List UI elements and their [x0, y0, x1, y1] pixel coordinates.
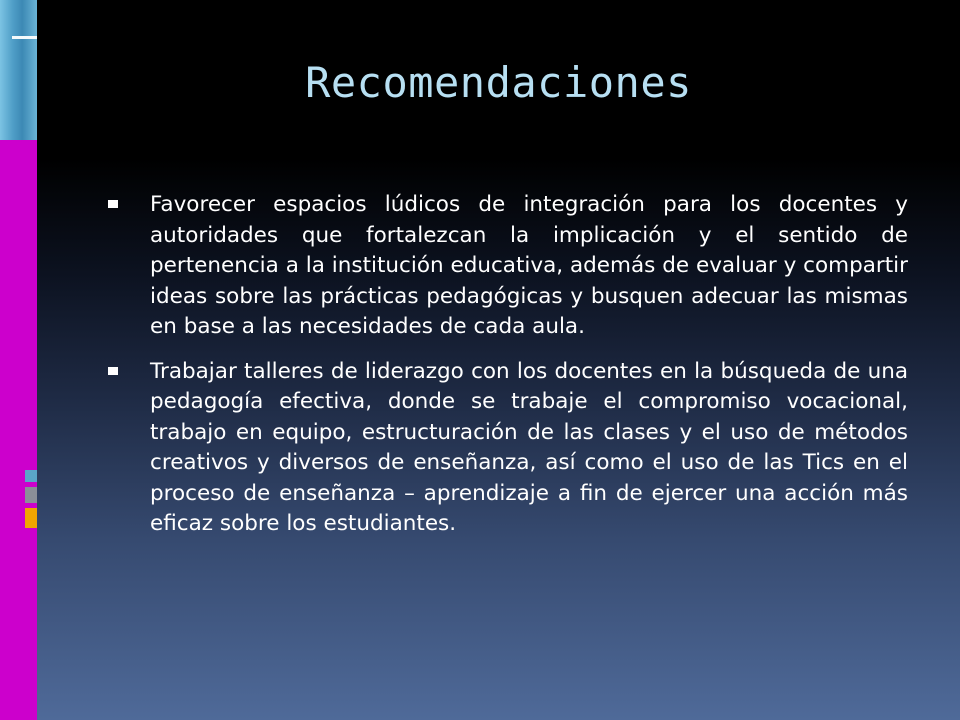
bullet-text-2: Trabajar talleres de liderazgo con los docentes en la búsqueda de una pedagogía efectiva, donde se trabaje el compromiso vocacional, trabajo en equipo, estructuración de las clases y el uso de métodos creativos y diversos de enseñanza, así como el uso de las Tics en el proceso de enseñanza – aprendizaje a fin de ejercer una acción más eficaz sobre los estudiantes.	[150, 358, 908, 536]
square-bullet-icon	[108, 200, 118, 208]
stripe-highlight-line	[12, 36, 37, 39]
bullet-item-2	[108, 357, 908, 540]
bullet-list	[108, 190, 908, 554]
deco-square-orange	[25, 508, 37, 528]
bullet-item-1	[108, 190, 908, 343]
deco-square-gray	[25, 487, 37, 503]
left-stripe-decoration	[0, 0, 37, 140]
slide-title: Recomendaciones	[305, 58, 692, 107]
square-bullet-icon	[108, 367, 118, 375]
deco-square-blue	[25, 470, 37, 482]
bullet-text-1: Favorecer espacios lúdicos de integración para los docentes y autoridades que fortalezcan la implicación y el sentido de pertenencia a la institución educativa, además de evaluar y compartir ideas sobre las prácticas pedagógicas y busquen adecuar las mismas en base a las necesidades de cada aula.	[150, 192, 908, 339]
